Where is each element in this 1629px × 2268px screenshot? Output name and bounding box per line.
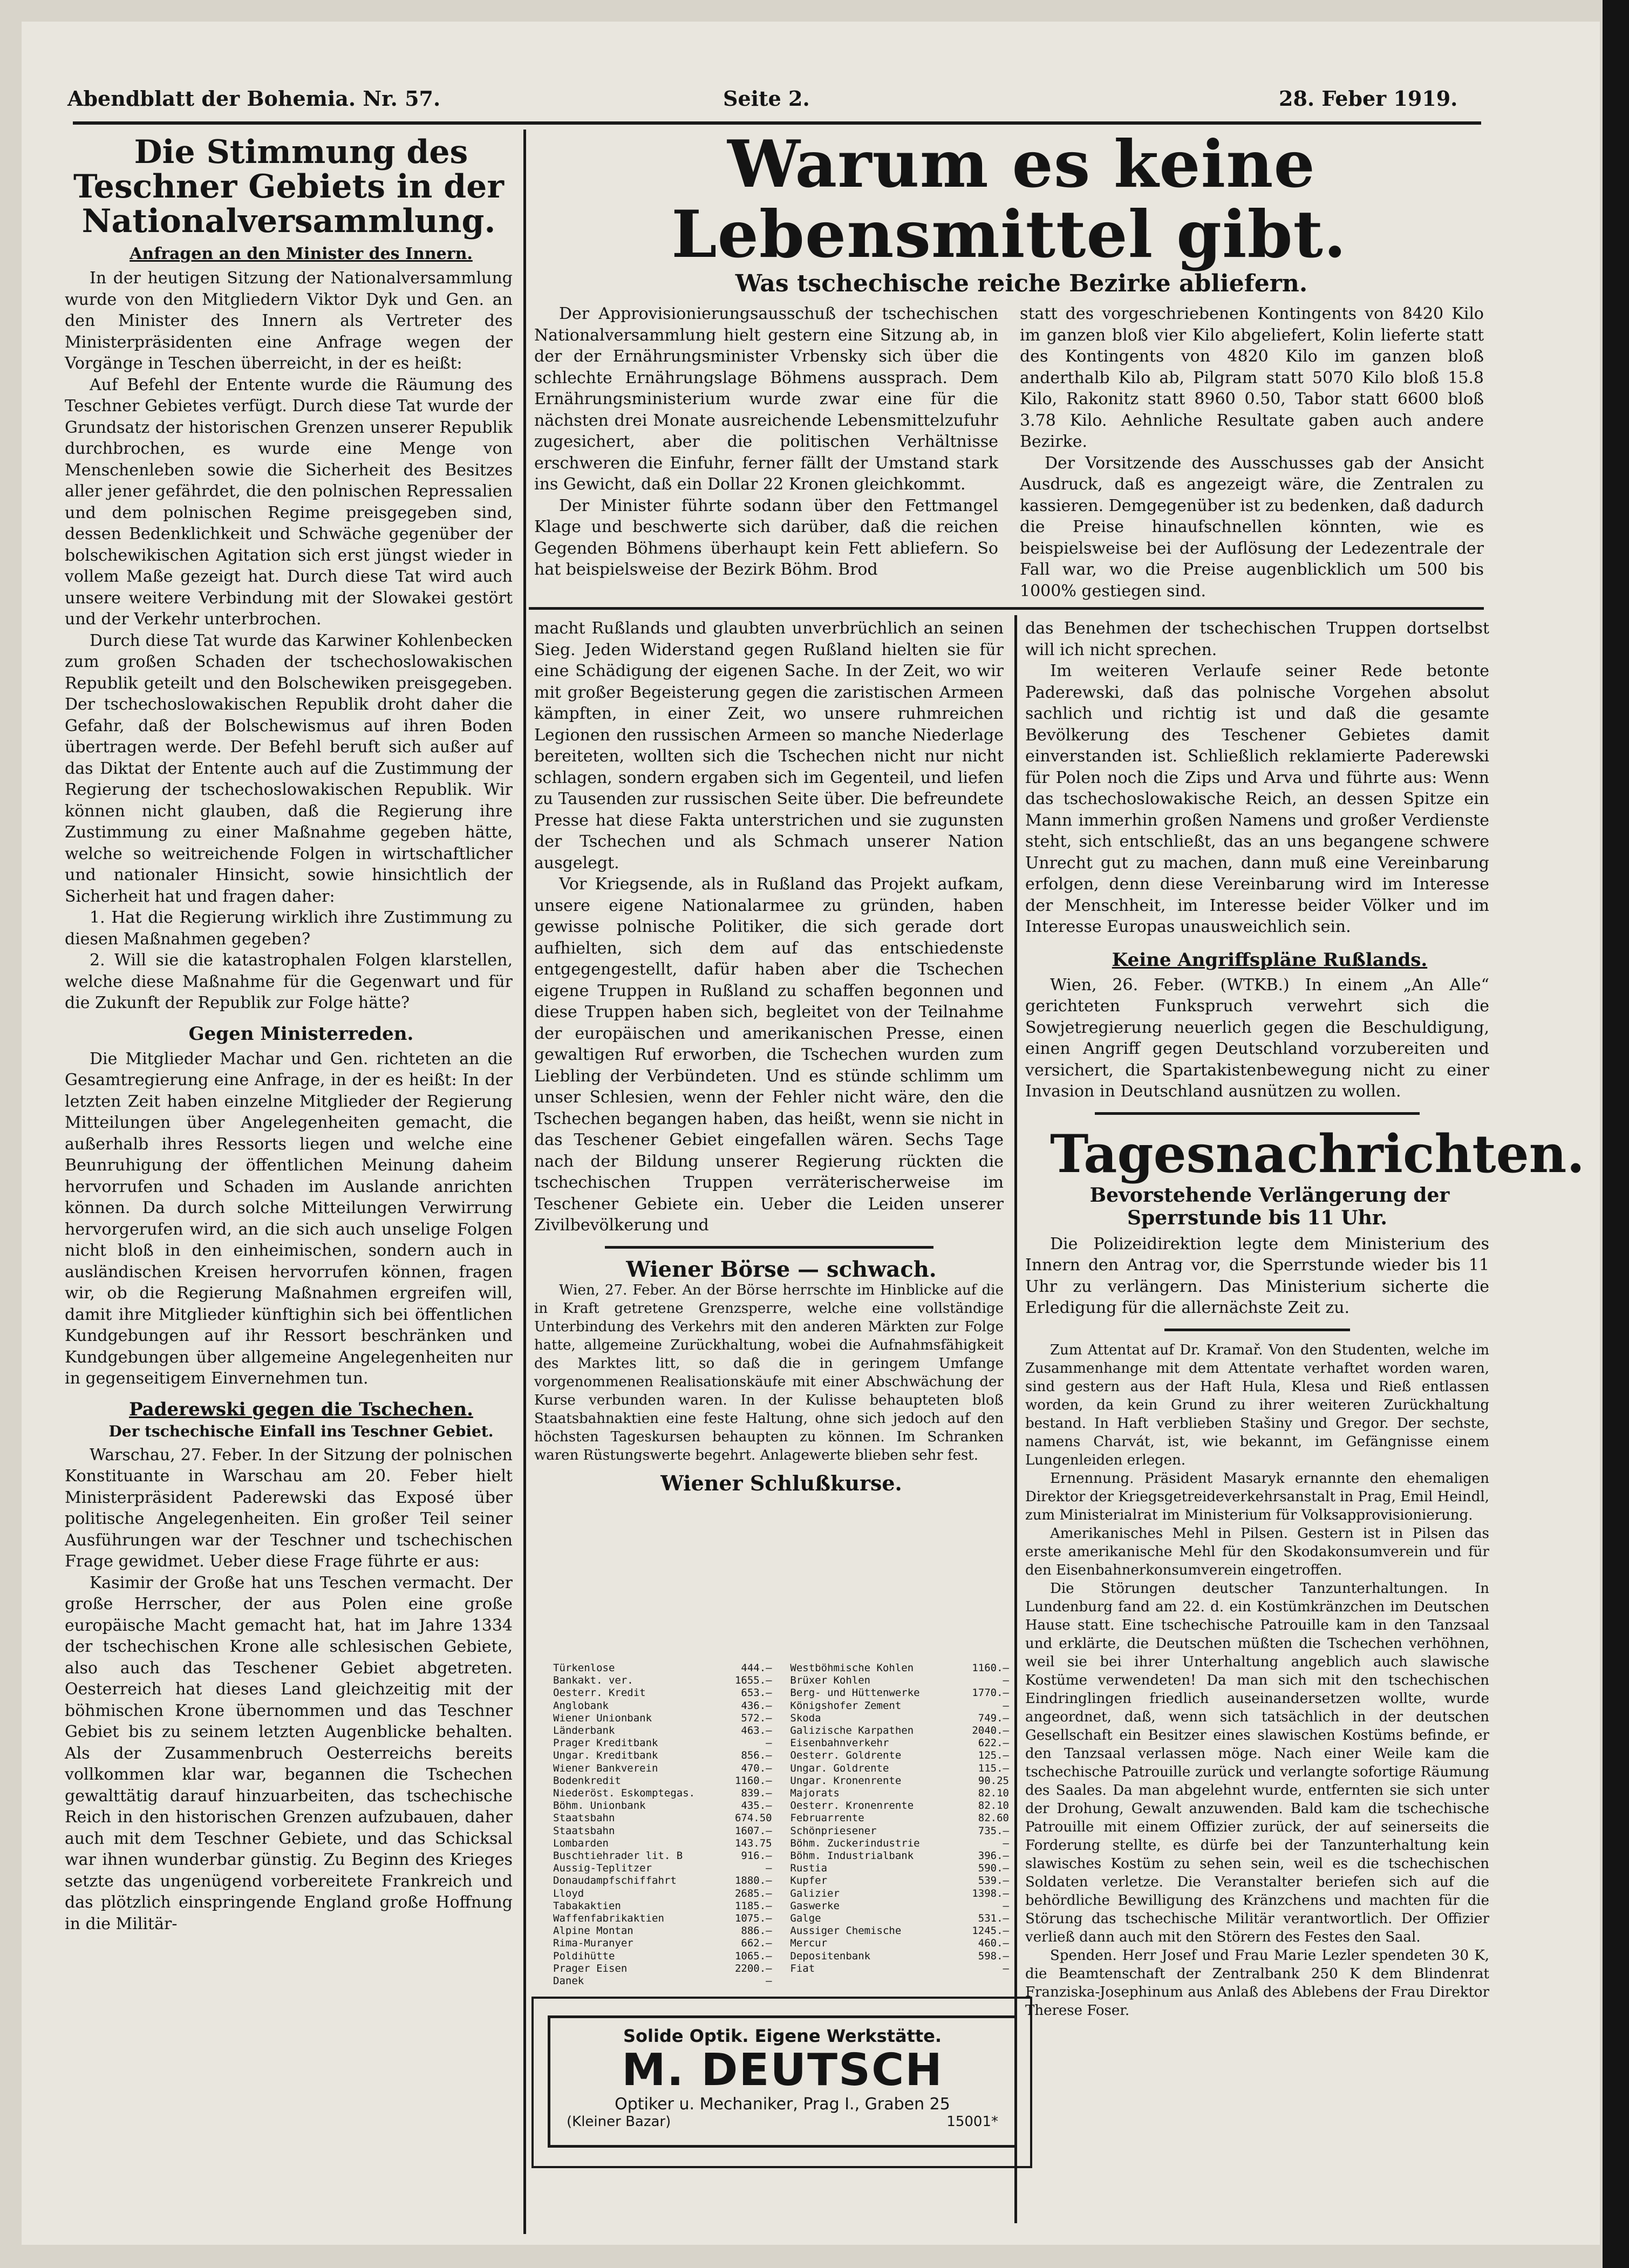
quote-row <box>553 1837 1009 1850</box>
quote-value: — <box>1003 1699 1009 1712</box>
quote-pair <box>553 1712 772 1725</box>
quote-row <box>553 1925 1009 1937</box>
quote-name: Oesterr. Kredit <box>553 1687 646 1699</box>
quote-value: 1607.— <box>734 1824 772 1837</box>
quote-pair <box>790 1800 1009 1812</box>
header-page-number: Seite 2. <box>723 86 810 111</box>
quote-value: 470.— <box>741 1762 772 1774</box>
quote-row <box>553 1862 1009 1875</box>
ad-bazar: (Kleiner Bazar) <box>567 2114 671 2130</box>
quote-name: Skoda <box>790 1712 821 1724</box>
quote-value: 531.— <box>978 1912 1009 1925</box>
quote-pair <box>553 1762 772 1775</box>
column-rule-1 <box>523 130 526 2234</box>
quote-name: Ungar. Kronenrente <box>790 1774 902 1787</box>
quote-value: 735.— <box>978 1824 1009 1837</box>
ad-code: 15001* <box>946 2114 998 2130</box>
quote-pair <box>553 1700 772 1712</box>
paragraph: Im weiteren Verlaufe seiner Rede betonte Paderewski, daß das polnische Vorgehen absolut sachlich und richtig ist und daß die gesamte Bevölkerung des Teschener Gebietes damit einverstanden ist. Schließlich reklamierte Paderewski für Polen noch die Zips und Arva und führte aus: Wenn das tschechoslowakische Reich, an dessen Spitze ein Mann immerhin großen Namens und großer Verdienste steht, sich entschließt, das an uns begangene schwere Unrecht gut zu machen, dann muß eine Vereinbarung erfolgen, denn diese Vereinbarung wird im Interesse der Menschheit, im Interesse beider Völker und im Interesse Europas unausweichlich sein. <box>1025 662 1489 936</box>
quote-name: Berg- und Hüttenwerke <box>790 1687 920 1699</box>
quote-value: 115.— <box>978 1762 1009 1774</box>
paragraph: In der heutigen Sitzung der Nationalversammlung wurde von den Mitgliedern Viktor Dyk und Gen. an den Minister des Innern als Vertreter des Ministerpräsidenten eine Anfrage wegen der Vorgänge in Teschen überreicht, in der es heißt: <box>65 269 513 373</box>
quote-pair <box>553 1725 772 1737</box>
quote-pair <box>790 1812 1009 1824</box>
quote-pair <box>790 1925 1009 1937</box>
quote-value: 463.— <box>741 1725 772 1737</box>
quote-value: 82.60 <box>978 1812 1009 1824</box>
quote-pair <box>790 1950 1009 1963</box>
quote-value: 1160.— <box>972 1662 1009 1674</box>
quote-value: 2685.— <box>734 1887 772 1899</box>
quote-row <box>553 1662 1009 1674</box>
quote-value: 435.— <box>741 1800 772 1812</box>
ad-address: Optiker u. Mechaniker, Prag I., Graben 25 <box>615 2095 950 2114</box>
section-heading-ministerreden: Gegen Ministerreden. <box>188 1023 414 1045</box>
quote-pair <box>553 1912 772 1925</box>
quote-value: 143.75 <box>734 1837 772 1849</box>
quote-name: Danek <box>553 1975 584 1987</box>
quote-value: 460.— <box>978 1937 1009 1950</box>
quote-name: Waffenfabrikaktien <box>553 1912 664 1925</box>
quote-value: 590.— <box>978 1862 1009 1875</box>
header-date: 28. Feber 1919. <box>1279 86 1458 111</box>
quote-value: 90.25 <box>978 1774 1009 1787</box>
quote-value: 856.— <box>741 1749 772 1762</box>
quote-value: 674.50 <box>734 1812 772 1824</box>
paragraph: statt des vorgeschriebenen Kontingents von 8420 Kilo im ganzen bloß vier Kilo abgeliefert, Kolin lieferte statt des Kontingents von 4820 Kilo im ganzen bloß anderthalb Kilo ab, Pilgram statt 5070 Kilo bloß 15.8 Kilo, Rakonitz statt 8960 0.50, Tabor statt 6600 bloß 3.78 Kilo. Aehnliche Resultate gaben auch andere Bezirke. <box>1020 304 1484 451</box>
quote-pair <box>790 1837 1009 1850</box>
quote-pair <box>553 1737 772 1749</box>
quote-name: Ungar. Goldrente <box>790 1762 889 1774</box>
section-subhead-einfall: Der tschechische Einfall ins Teschner Gebiet. <box>108 1422 494 1440</box>
quote-pair <box>553 1937 772 1950</box>
quote-row <box>553 1674 1009 1687</box>
quote-row <box>553 1775 1009 1787</box>
quote-pair <box>790 1700 1009 1712</box>
quote-pair <box>553 1812 772 1824</box>
quote-name: Galge <box>790 1912 821 1925</box>
quote-name: Donaudampfschiffahrt <box>553 1875 677 1887</box>
quote-pair <box>790 1775 1009 1787</box>
quote-pair <box>553 1925 772 1937</box>
quote-pair <box>553 1687 772 1699</box>
quote-row <box>553 1787 1009 1800</box>
quote-pair <box>553 1775 772 1787</box>
divider <box>1164 1329 1350 1331</box>
quote-pair <box>790 1912 1009 1925</box>
quote-pair <box>790 1725 1009 1737</box>
quote-value: 1770.— <box>972 1687 1009 1699</box>
quote-pair <box>790 1662 1009 1674</box>
quote-row <box>553 1762 1009 1775</box>
quote-pair <box>790 1737 1009 1749</box>
section-heading-schlusskurse: Wiener Schlußkurse. <box>660 1470 902 1495</box>
quote-row <box>553 1712 1009 1725</box>
quote-row <box>553 1975 1009 1987</box>
quote-value: 82.10 <box>978 1787 1009 1800</box>
quote-value: 1065.— <box>734 1950 772 1962</box>
quote-name: Aussig-Teplitzer <box>553 1862 652 1875</box>
quote-pair <box>790 1762 1009 1775</box>
lead-headline: Warum es keine Lebensmittel gibt. <box>671 126 1347 273</box>
quote-pair <box>790 1687 1009 1699</box>
quote-value: 539.— <box>978 1875 1009 1887</box>
lead-bottom-rule <box>529 607 1484 610</box>
quote-name: Westböhmische Kohlen <box>790 1662 914 1674</box>
news-item: Spenden. Herr Josef und Frau Marie Lezler spendeten 30 K, die Beamtenschaft der Zentralbank 250 K dem Blindenrat Franziska-Josephinum aus Anlaß des Ablebens der Frau Direktor Therese Foser. <box>1025 1947 1489 2019</box>
quote-row <box>553 1800 1009 1812</box>
quote-value: 916.— <box>741 1850 772 1862</box>
section-heading-paderewski: Paderewski gegen die Tschechen. <box>129 1398 473 1420</box>
quote-name: Böhm. Unionbank <box>553 1800 646 1812</box>
quote-value: 1075.— <box>734 1912 772 1925</box>
scan-edge-strip <box>1603 0 1629 2268</box>
quote-name: Galizische Karpathen <box>790 1725 914 1737</box>
quote-value: 1160.— <box>734 1774 772 1787</box>
quote-name: Böhm. Industrialbank <box>790 1850 914 1862</box>
paragraph: Warschau, 27. Feber. In der Sitzung der polnischen Konstituante in Warschau am 20. Feber hielt Ministerpräsident Paderewski das Exposé über politische Angelegenheiten. Ein großer Teil seiner Ausführungen war der Teschner und tschechischen Frage gewidmet. Ueber diese Frage führte er aus: <box>65 1445 513 1571</box>
quote-name: Türkenlose <box>553 1662 615 1674</box>
quote-pair <box>553 1862 772 1875</box>
quote-pair <box>790 1937 1009 1950</box>
quote-pair <box>790 1712 1009 1725</box>
divider <box>605 1246 933 1249</box>
news-item: Die Störungen deutscher Tanzunterhaltungen. In Lundenburg fand am 22. d. ein Kostümkränzchen im Deutschen Hause statt. Eine tschechische Patrouille kam in den Tanzsaal und erklärte, die Deutschen müßten die Tschechen verhöhnen, weil sie bei ihrer Unterhaltung angeblich auch slawische Kostüme verwendeten! Da man sich mit den tschechischen Eindringlingen friedlich auseinandersetzen wollte, wurde angeordnet, daß, wenn sich tatsächlich in der deutschen Gesellschaft ein Besitzer eines slawischen Kostüms befinde, er den Tanzsaal verlassen möge. Nach einer Weile kam die tschechische Patrouille zurück und verlangte sofortige Räumung des Saales. Da man abgelehnt wurde, entfernten sie sich unter der Drohung, Gewalt anzuwenden. Bald kam die tschechische Patrouille mit einem Offizier zurück, der auf seinerseits die Forderung stellte, es dürfe bei der Tanzunterhaltung kein slawisches Kostüm zu sehen sein, weil es die tschechischen Soldaten verletze. Die Veranstalter beriefen sich auf die behördliche Bewilligung des Kränzchens und machten für die Störung das tschechische Militär verantwortlich. Der Offizier verließ dann auch mit den Störern des Festes den Saal. <box>1025 1580 1489 1945</box>
quote-row <box>553 1737 1009 1749</box>
quote-name: Eisenbahnverkehr <box>790 1737 889 1749</box>
quote-value: 2040.— <box>972 1725 1009 1737</box>
quote-row <box>553 1850 1009 1862</box>
quote-name: Oesterr. Goldrente <box>790 1749 902 1762</box>
quote-value: 1398.— <box>972 1887 1009 1899</box>
quote-name: Poldihütte <box>553 1950 615 1962</box>
lead-article <box>534 126 1484 604</box>
quote-value: 2200.— <box>734 1962 772 1974</box>
paragraph: Vor Kriegsende, als in Rußland das Projekt aufkam, unsere eigene Nationalarmee zu gründen, haben gewisse polnische Politiker, die sich gerade dort aufhielten, sich dem auf das entschiedenste entgegengestellt, dafür haben aber die Tschechen eigene Truppen in Rußland zu schaffen begonnen und diese Truppen haben sich, begleitet von der Teilnahme der europäischen und amerikanischen Presse, einen gewaltigen Ruf erworben, die Tschechen wurden zum Liebling der Verbündeten. Und es stünde schlimm um unser Schlesien, wenn der Fehler nicht wäre, den die Tschechen begangen haben, das heißt, wenn sie nicht in das Teschener Gebiet eingefallen wären. Sechs Tage nach der Bildung unserer Regierung rückten die tschechischen Truppen verräterischerweise im Teschener Gebiete ein. Ueber die Leiden unserer Zivilbevölkerung und <box>534 875 1004 1235</box>
quote-pair <box>790 1975 1009 1987</box>
quote-pair <box>553 1662 772 1674</box>
quote-value: 444.— <box>741 1662 772 1674</box>
advertisement-deutsch <box>548 2015 1017 2148</box>
quote-name: Lombarden <box>553 1837 609 1849</box>
section-heading-russland: Keine Angriffspläne Rußlands. <box>1112 949 1428 971</box>
quote-name: Rima-Muranyer <box>553 1937 633 1950</box>
paragraph: das Benehmen der tschechischen Truppen dortselbst will ich nicht sprechen. <box>1025 619 1489 659</box>
quote-value: 622.— <box>978 1737 1009 1749</box>
quote-value: 1655.— <box>734 1674 772 1687</box>
quote-row <box>553 1900 1009 1912</box>
quote-pair <box>553 1963 772 1975</box>
quote-pair <box>553 1749 772 1762</box>
lead-subhead: Was tschechische reiche Bezirke abliefern. <box>735 270 1308 297</box>
quote-pair <box>553 1900 772 1912</box>
news-item: Zum Attentat auf Dr. Kramař. Von den Studenten, welche im Zusammenhange mit dem Attentate verhaftet worden waren, sind gestern aus der Haft Hula, Klesa und Rieß entlassen worden, da kein Grund zu ihrer weiteren Zurückhaltung bestand. In Haft verblieben Stašiny und Gregor. Der sechste, namens Charvát, ist, wie bekannt, im Gefängnisse einem Lungenleiden erlegen. <box>1025 1341 1489 1468</box>
quote-row <box>553 1812 1009 1824</box>
column-1 <box>65 135 513 2239</box>
quote-name: Tabakaktien <box>553 1899 621 1912</box>
quote-name: Fiat <box>790 1962 815 1974</box>
quote-name: Böhm. Zuckerindustrie <box>790 1837 920 1849</box>
paragraph: Die Mitglieder Machar und Gen. richteten an die Gesamtregierung eine Anfrage, in der es heißt: In der letzten Zeit haben einzelne Mitglieder der Regierung Mitteilungen über Angelegenheiten gemacht, die außerhalb ihres Ressorts liegen und welche eine Beunruhigung der öffentlichen Meinung daheim hervorrufen und Schaden im Auslande anrichten können. Da durch solche Mitteilungen Verwirrung hervorgerufen wird, an die sich auch unselige Folgen nicht bloß in den einheimischen, sondern auch in ausländischen Kreisen hervorrufen können, fragen wir, ob die Regierung Maßnahmen ergreifen will, damit ihre Mitglieder künftighin sich bei öffentlichen Kundgebungen auf ihr Ressort beschränken und Kundgebungen über allgemeine Angelegenheiten nur in gegenseitigem Einvernehmen tun. <box>65 1049 513 1388</box>
quote-pair <box>790 1900 1009 1912</box>
paragraph: Der Approvisionierungsausschuß der tschechischen Nationalversammlung hielt gestern eine Sitzung ab, in der der Ernährungsminister Vrbensky sich über die schlechte Ernährungslage Böhmens aussprach. Dem Ernährungsministerium wurde zwar eine für die nächsten drei Monate ausreichende Lebensmittelzufuhr zugesichert, aber die politischen Verhältnisse erschweren die Einfuhr, ferner fällt der Umstand stark ins Gewicht, daß ein Dollar 22 Kronen gleichkommt. <box>534 304 998 494</box>
quote-name: Bankakt. ver. <box>553 1674 633 1687</box>
quote-name: Bodenkredit <box>553 1774 621 1787</box>
paragraph: Der Minister führte sodann über den Fettmangel Klage und beschwerte sich darüber, daß die reichen Gegenden Böhmens überhaupt kein Fett abliefern. So hat beispielsweise der Bezirk Böhm. Brod <box>534 496 998 579</box>
quote-name: Königshofer Zement <box>790 1699 902 1712</box>
quote-name: Februarrente <box>790 1812 864 1824</box>
quote-row <box>553 1875 1009 1887</box>
quote-row <box>553 1725 1009 1737</box>
quote-row <box>553 1888 1009 1900</box>
quote-row <box>553 1700 1009 1712</box>
quote-row <box>553 1937 1009 1950</box>
quote-pair <box>790 1875 1009 1887</box>
divider <box>1095 1112 1420 1115</box>
paragraph: Die Polizeidirektion legte dem Ministerium des Innern den Antrag vor, die Sperrstunde wieder bis 11 Uhr zu verlängern. Das Ministerium sicherte die Erledigung für die allernächste Zeit zu. <box>1025 1234 1489 1317</box>
quote-name: Lloyd <box>553 1887 584 1899</box>
quote-value: 1245.— <box>972 1925 1009 1937</box>
quote-name: Aussiger Chemische <box>790 1925 902 1937</box>
quote-name: Anglobank <box>553 1699 609 1712</box>
quote-pair <box>553 1875 772 1887</box>
paragraph: 2. Will sie die katastrophalen Folgen klarstellen, welche diese Maßnahme für die Gegenwart und für die Zukunft der Republik zur Folge hätte? <box>65 951 513 1012</box>
section-heading-tagesnachrichten: Tagesnachrichten. <box>1050 1123 1585 1184</box>
quote-pair <box>790 1674 1009 1687</box>
quote-value: — <box>1003 1962 1009 1974</box>
quote-name: Wiener Bankverein <box>553 1762 658 1774</box>
article-subhead-anfragen: Anfragen an den Minister des Innern. <box>129 244 473 263</box>
quote-pair <box>790 1888 1009 1900</box>
quote-value: 396.— <box>978 1850 1009 1862</box>
quote-name: Prager Eisen <box>553 1962 628 1974</box>
quote-pair <box>553 1975 772 1987</box>
quote-pair <box>790 1862 1009 1875</box>
paragraph: Kasimir der Große hat uns Teschen vermacht. Der große Herrscher, der aus Polen eine große europäische Macht gemacht hat, hat im Jahre 1334 der tschechischen Krone alle schlesischen Gebiete, also auch das Teschener Gebiet abgetreten. Oesterreich hat dieses Land gleichzeitig mit der böhmischen Krone übernommen und das Teschner Gebiet bis zu seinem letzten Augenblicke behalten. Als der Zusammenbruch Oesterreichs bereits vollkommen klar war, begannen die Tschechen gewalttätig darauf hinzuarbeiten, das tschechische Reich in den historischen Grenzen aufzubauen, daher auch mit dem Teschner Gebiete, und das Schicksal war ihnen wunderbar günstig. Zu Beginn des Krieges setzte das ungenügend vorbereitete Frankreich und das plötzlich einspringende England große Hoffnung in die Militär- <box>65 1573 513 1933</box>
quote-value: 125.— <box>978 1749 1009 1762</box>
column-rule-2 <box>1014 615 1017 2223</box>
quote-value: — <box>1003 1674 1009 1687</box>
news-item: Ernennung. Präsident Masaryk ernannte den ehemaligen Direktor der Kriegsgetreideverkehrsanstalt in Prag, Emil Heindl, zum Ministerialrat im Ministerium für Volksapprovisionierung. <box>1025 1470 1489 1523</box>
quote-pair <box>553 1800 772 1812</box>
quote-name: Prager Kreditbank <box>553 1737 658 1749</box>
newspaper-page <box>22 22 1600 2245</box>
quote-name: Depositenbank <box>790 1950 871 1962</box>
quote-pair <box>553 1950 772 1963</box>
quote-row <box>553 1950 1009 1963</box>
quote-pair <box>553 1837 772 1850</box>
paragraph: Der Vorsitzende des Ausschusses gab der Ansicht Ausdruck, daß es angezeigt wäre, die Zentralen zu kassieren. Demgegenüber ist zu bedenken, daß dadurch die Preise hinaufschnellen könnten, wie es beispielsweise bei der Auflösung der Ledezentrale der Fall war, wo die Preise augenblicklich um 500 bis 1000% gestiegen sind. <box>1020 453 1484 601</box>
paragraph: Auf Befehl der Entente wurde die Räumung des Teschner Gebietes verfügt. Durch diese Tat wurde der Grundsatz der historischen Grenzen unserer Republik durchbrochen, es wurde eine Menge von Menschenleben sowie die Sicherheit des Besitzes aller jener gefährdet, die den polnischen Repressalien und dem polnischen Regime preisgegeben sind, dessen Bedenklichkeit und Schwäche gegenüber der bolschewikischen Agitation sich erst jüngst wieder in vollem Maße gezeigt hat. Durch diese Tat wird auch unsere weitere Verbindung mit der Slowakei gestört und der Verkehr unterbrochen. <box>65 375 513 629</box>
quote-pair <box>553 1787 772 1800</box>
quote-value: — <box>766 1862 772 1875</box>
paragraph-boerse: Wien, 27. Feber. An der Börse herrschte im Hinblicke auf die in Kraft getretene Grenzsperre, welche eine vollständige Unterbindung des Verkehrs mit den anderen Märkten zur Folge hatte, allgemeine Zurückhaltung, wobei die Aufnahmsfähigkeit des Marktes litt, so daß die in geringem Umfange vorgenommenen Realisationskäufe mit einer Abschwächung der Kurse verbunden waren. In der Kulisse behaupteten bloß Staatsbahnaktien eine feste Haltung, ohne sich jedoch auf den höchsten Tageskursen behaupten zu können. Im Schranken waren Rüstungswerte begehrt. Anlagewerte blieben sehr fest. <box>534 1282 1004 1463</box>
quote-value: — <box>1003 1837 1009 1849</box>
quote-row <box>553 1963 1009 1975</box>
quote-value: 749.— <box>978 1712 1009 1724</box>
quote-value: — <box>766 1737 772 1749</box>
quote-value: 839.— <box>741 1787 772 1800</box>
quote-value: — <box>766 1975 772 1987</box>
quote-name: Ungar. Kreditbank <box>553 1749 658 1762</box>
section-heading-boerse: Wiener Börse — schwach. <box>626 1256 937 1282</box>
quote-pair <box>553 1674 772 1687</box>
quote-pair <box>553 1850 772 1862</box>
column-3 <box>1025 618 1585 2237</box>
paragraph: 1. Hat die Regierung wirklich ihre Zustimmung zu diesen Maßnahmen gegeben? <box>65 908 513 949</box>
quote-name: Staatsbahn <box>553 1812 615 1824</box>
quote-name: Alpine Montan <box>553 1925 633 1937</box>
quote-value: 653.— <box>741 1687 772 1699</box>
quote-row <box>553 1749 1009 1762</box>
quote-pair <box>790 1825 1009 1837</box>
header-rule <box>73 121 1481 125</box>
quote-value: 572.— <box>741 1712 772 1724</box>
quote-value: 82.10 <box>978 1800 1009 1812</box>
quote-value: 662.— <box>741 1937 772 1950</box>
news-item: Amerikanisches Mehl in Pilsen. Gestern ist in Pilsen das erste amerikanische Mehl für den Skodakonsumverein und für den Eisenbahnerkonsumverein eingetroffen. <box>1025 1525 1489 1578</box>
quote-name: Brüxer Kohlen <box>790 1674 871 1687</box>
quote-value: 598.— <box>978 1950 1009 1962</box>
quote-name: Galizier <box>790 1887 840 1899</box>
paragraph: Durch diese Tat wurde das Karwiner Kohlenbecken zum großen Schaden der tschechoslowakischen Republik geteilt und den Bolschewiken preisgegeben. Der tschechoslowakischen Republik droht daher die Gefahr, daß der Bolschewismus auf ihren Boden übertragen werde. Der Befehl beruft sich außer auf das Diktat der Entente auch auf die Zustimmung der Regierung der tschechoslowakischen Republik. Wir können nicht glauben, daß die Regierung ihre Zustimmung zu einer Maßnahme gegeben hätte, welche so weitreichende Folgen in wirtschaftlicher und nationaler Hinsicht, sowie hinsichtlich der Sicherheit hat und fragen daher: <box>65 631 513 906</box>
quote-name: Gaswerke <box>790 1899 840 1912</box>
quote-name: Majorats <box>790 1787 840 1800</box>
section-subhead-sperrstunde: Bevorstehende Verlängerung der Sperrstunde bis 11 Uhr. <box>1089 1183 1450 1229</box>
quote-pair <box>790 1963 1009 1975</box>
quote-name: Oesterr. Kronenrente <box>790 1800 914 1812</box>
quote-name: Staatsbahn <box>553 1824 615 1837</box>
article-headline-teschen: Die Stimmung des Teschner Gebiets in der Nationalversammlung. <box>73 133 504 240</box>
paragraph: Wien, 26. Feber. (WTKB.) In einem „An Alle“ gerichteten Funkspruch verwehrt sich die Sowjetregierung neuerlich gegen die Beschuldigung, einen Angriff gegen Deutschland vorzubereiten und versichert, die Spartakistenbewegung nicht zu einer Invasion in Deutschland ausnützen zu wollen. <box>1025 975 1489 1101</box>
quote-pair <box>553 1825 772 1837</box>
quote-row <box>553 1825 1009 1837</box>
quote-row <box>553 1912 1009 1925</box>
quote-pair <box>790 1850 1009 1862</box>
quote-value: 886.— <box>741 1925 772 1937</box>
stock-quotes-table <box>553 1662 1009 1987</box>
paragraph: macht Rußlands und glaubten unverbrüchlich an seinen Sieg. Jeden Widerstand gegen Rußland hielten sie für eine Schädigung der eigenen Sache. In der Zeit, wo wir mit großer Begeisterung gegen die zaristischen Armeen kämpften, in einer Zeit, wo unsere ruhmreichen Legionen den russischen Armeen so manche Niederlage bereiteten, wollten sich die Tschechen nicht nur nicht schlagen, sondern ergaben sich im Gegenteil, und liefen zu Tausenden zur russischen Seite über. Die befreundete Presse hat diese Fakta unterstrichen und sie zugunsten der Tschechen und als Schmach unserer Nation ausgelegt. <box>534 619 1004 873</box>
ad-brand: M. DEUTSCH <box>622 2045 943 2096</box>
quote-value: 436.— <box>741 1699 772 1712</box>
quote-name: Kupfer <box>790 1875 828 1887</box>
quote-name: Niederöst. Eskomptegas. <box>553 1787 696 1800</box>
quote-value: 1185.— <box>734 1899 772 1912</box>
header-masthead: Abendblatt der Bohemia. Nr. 57. <box>67 86 441 111</box>
quote-pair <box>790 1787 1009 1800</box>
quote-pair <box>790 1749 1009 1762</box>
quote-value: 1880.— <box>734 1875 772 1887</box>
quote-name: Schönpriesener <box>790 1824 877 1837</box>
quote-name: Rustia <box>790 1862 828 1875</box>
quote-name: Länderbank <box>553 1725 615 1737</box>
ad-tagline: Solide Optik. Eigene Werkstätte. <box>623 2026 942 2046</box>
quote-value: — <box>1003 1899 1009 1912</box>
quote-row <box>553 1687 1009 1699</box>
quote-name: Mercur <box>790 1937 828 1950</box>
quote-name: Wiener Unionbank <box>553 1712 652 1724</box>
column-2 <box>534 618 1004 1643</box>
quote-pair <box>553 1888 772 1900</box>
ad-footer <box>550 2114 1014 2130</box>
quote-name: Buschtiehrader lit. B <box>553 1850 683 1862</box>
